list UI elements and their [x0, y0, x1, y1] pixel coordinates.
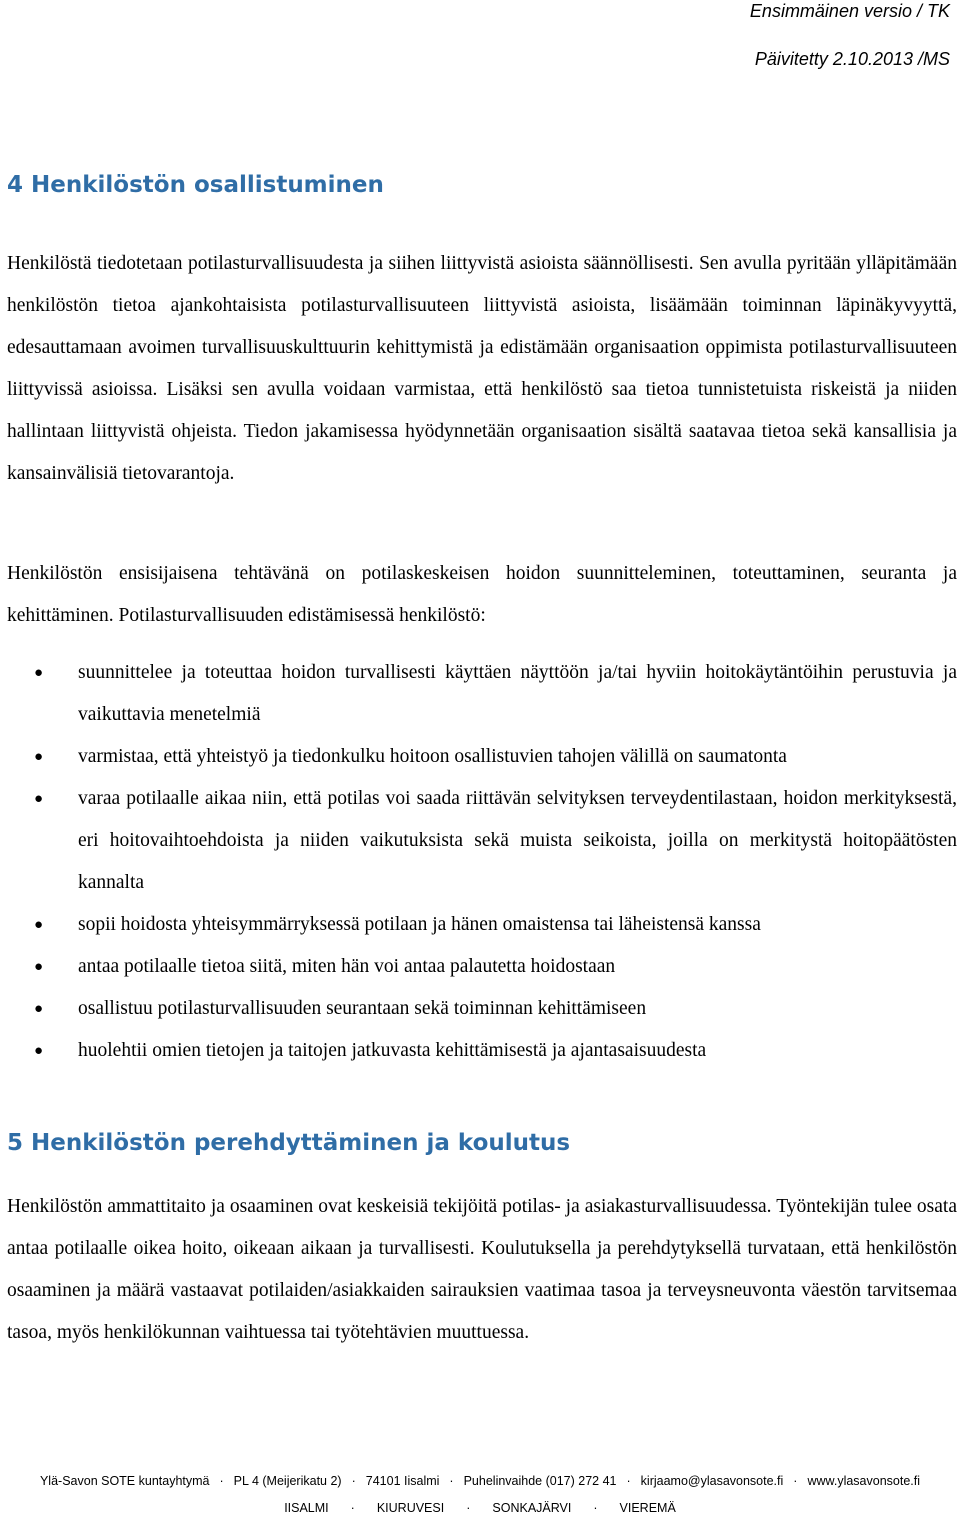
bullet-icon: ●	[34, 1043, 44, 1059]
list-item-text: sopii hoidosta yhteisymmärryksessä potilaan ja hänen omaistensa tai läheistensä kanssa	[78, 914, 761, 935]
list-item-text: varaa potilaalle aikaa niin, että potilas voi saada riittävän selvityksen terveydentilastaan, hoidon merkityksestä, eri hoitovaihtoehdoista ja niiden vaikutuksista sekä muista seikoista, joilla on merkitystä hoitopäätösten kannalta	[78, 788, 957, 893]
list-item	[7, 736, 957, 778]
list-item	[7, 988, 957, 1030]
footer-separator: ·	[449, 1474, 454, 1488]
list-item-text: osallistuu potilasturvallisuuden seurantaan sekä toiminnan kehittämiseen	[78, 998, 647, 1019]
list-item-text: huolehtii omien tietojen ja taitojen jatkuvasta kehittämisestä ja ajantasaisuudesta	[78, 1040, 707, 1061]
footer-organization: Ylä-Savon SOTE kuntayhtymä	[39, 1474, 210, 1488]
section-4-paragraph-2: Henkilöstön ensisijaisena tehtävänä on potilaskeskeisen hoidon suunnitteleminen, toteuttaminen, seuranta ja kehittäminen. Potilasturvallisuuden edistämisessä henkilöstö:	[7, 563, 957, 626]
bullet-icon: ●	[34, 959, 44, 975]
list-item	[7, 904, 957, 946]
footer-separator: ·	[626, 1474, 631, 1488]
footer-email: kirjaamo@ylasavonsote.fi	[640, 1474, 784, 1488]
footer-separator: ·	[351, 1474, 356, 1488]
list-item-text: suunnittelee ja toteuttaa hoidon turvallisesti käyttäen näyttöön ja/tai hyviin hoitokäytäntöihin perustuvia ja vaikuttavia menetelmiä	[78, 662, 957, 725]
bullet-icon: ●	[34, 665, 44, 681]
section-5-heading: 5 Henkilöstön perehdyttäminen ja koulutus	[7, 1130, 571, 1156]
footer-municipality: VIEREMÄ	[619, 1501, 676, 1515]
footer-website: www.ylasavonsote.fi	[807, 1474, 921, 1488]
list-item	[7, 946, 957, 988]
section-4-heading: 4 Henkilöstön osallistuminen	[7, 172, 384, 198]
footer-municipality: SONKAJÄRVI	[492, 1501, 572, 1515]
header-version: Ensimmäinen versio / TK	[749, 1, 950, 21]
staff-duties-list	[7, 652, 957, 1072]
footer-municipalities-line	[0, 1499, 960, 1517]
bullet-icon: ●	[34, 749, 44, 765]
footer-phone: Puhelinvaihde (017) 272 41	[463, 1474, 617, 1488]
footer-separator: ·	[466, 1501, 471, 1515]
bullet-icon: ●	[34, 791, 44, 807]
list-item-text: antaa potilaalle tietoa siitä, miten hän voi antaa palautetta hoidostaan	[78, 956, 616, 977]
section-5-paragraph-1: Henkilöstön ammattitaito ja osaaminen ovat keskeisiä tekijöitä potilas- ja asiakasturvallisuudessa. Työntekijän tulee osata antaa potilaalle oikea hoito, oikeaan aikaan ja turvallisesti. Koulutuksella ja perehdytyksellä turvataan, että henkilöstön osaaminen ja määrä vastaavat potilaiden/asiakkaiden sairauksien vaatimaa tasoa ja terveysneuvonta väestön tarvitsemaa tasoa, myös henkilökunnan vaihtuessa tai työtehtävien muuttuessa.	[7, 1196, 957, 1343]
bullet-icon: ●	[34, 1001, 44, 1017]
header-updated-date: Päivitetty 2.10.2013 /MS	[754, 49, 950, 69]
footer-separator: ·	[219, 1474, 224, 1488]
footer-separator: ·	[793, 1474, 798, 1488]
list-item	[7, 778, 957, 904]
bullet-icon: ●	[34, 917, 44, 933]
section-4-paragraph-1: Henkilöstä tiedotetaan potilasturvallisuudesta ja siihen liittyvistä asioista säännöllisesti. Sen avulla pyritään ylläpitämään henkilöstön tietoa ajankohtaisista potilasturvallisuuteen liittyvistä asioista, lisäämään toiminnan läpinäkyvyyttä, edesauttamaan avoimen turvallisuuskulttuurin kehittymistä ja edistämään organisaation oppimista potilasturvallisuuteen liittyvissä asioissa. Lisäksi sen avulla voidaan varmistaa, että henkilöstö saa tietoa tunnistetuista riskeistä ja niiden hallintaan liittyvistä ohjeista. Tiedon jakamisessa hyödynnetään organisaation sisältä saatavaa tietoa sekä kansallisia ja kansainvälisiä tietovarantoja.	[7, 253, 957, 484]
footer-municipality: IISALMI	[284, 1501, 329, 1515]
footer-contact-line	[0, 1472, 960, 1490]
footer-address: PL 4 (Meijerikatu 2)	[233, 1474, 342, 1488]
list-item	[7, 1030, 957, 1072]
footer-municipality: KIURUVESI	[376, 1501, 445, 1515]
list-item-text: varmistaa, että yhteistyö ja tiedonkulku hoitoon osallistuvien tahojen välillä on saumatonta	[78, 746, 787, 767]
list-item	[7, 652, 957, 736]
footer-separator: ·	[593, 1501, 598, 1515]
footer-postal: 74101 Iisalmi	[365, 1474, 440, 1488]
footer-separator: ·	[350, 1501, 355, 1515]
